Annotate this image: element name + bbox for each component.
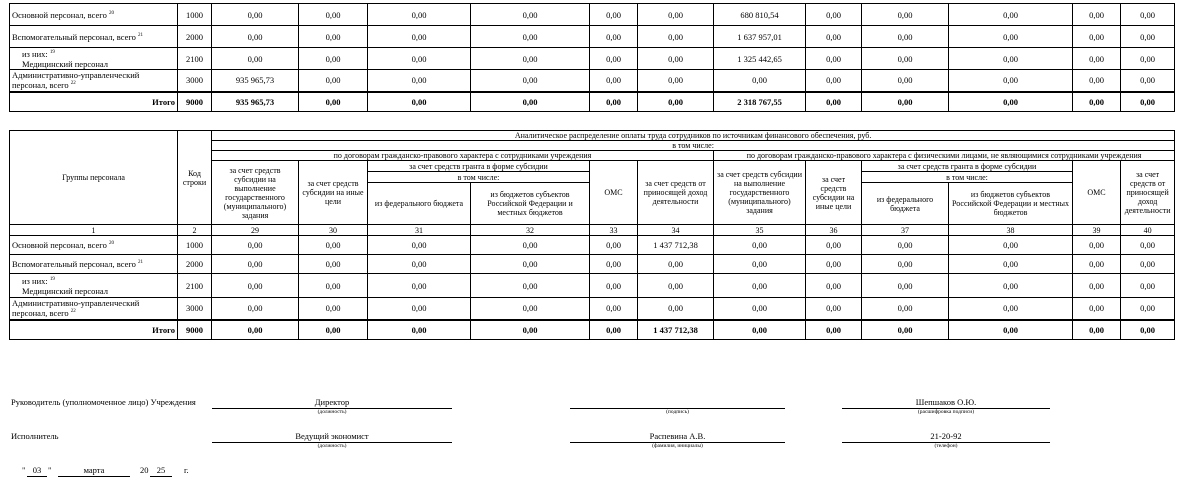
value-cell: 0,00 xyxy=(862,4,949,26)
value-cell: 0,00 xyxy=(368,26,471,48)
value-cell: 0,00 xyxy=(299,4,368,26)
value-cell: 0,00 xyxy=(1073,4,1121,26)
value-cell: 0,00 xyxy=(1121,298,1175,320)
table-row xyxy=(10,26,1175,48)
value-cell: 0,00 xyxy=(1121,92,1175,112)
row-code: 2000 xyxy=(178,26,212,48)
header-groups: Группы персонала xyxy=(10,131,178,225)
value-cell: 0,00 xyxy=(590,48,638,70)
row-label xyxy=(10,4,178,26)
table-row xyxy=(10,4,1175,26)
header-oms: ОМС xyxy=(590,161,638,225)
value-cell: 0,00 xyxy=(471,48,590,70)
head-signature-caption: (подпись) xyxy=(666,409,689,415)
value-cell: 0,00 xyxy=(1121,320,1175,340)
value-cell: 0,00 xyxy=(806,236,862,255)
header-regional-2: из бюджетов субъектов Российской Федерации и местных бюджетов xyxy=(949,183,1073,225)
value-cell: 0,00 xyxy=(949,92,1073,112)
value-cell: 0,00 xyxy=(1073,48,1121,70)
value-cell: 0,00 xyxy=(714,70,806,92)
date-century: 20 xyxy=(140,465,149,475)
value-cell: 0,00 xyxy=(638,92,714,112)
row-label-text: Вспомогательный персонал, всего xyxy=(12,31,136,42)
column-number: 39 xyxy=(1073,225,1121,236)
column-number: 37 xyxy=(862,225,949,236)
value-cell: 0,00 xyxy=(806,48,862,70)
value-cell: 1 637 957,01 xyxy=(714,26,806,48)
row-code: 1000 xyxy=(178,4,212,26)
executor-phone: 21-20-92 xyxy=(842,431,1050,443)
header-oms-2: ОМС xyxy=(1073,161,1121,225)
value-cell: 0,00 xyxy=(862,26,949,48)
date-suffix: г. xyxy=(184,465,189,475)
value-cell: 0,00 xyxy=(368,236,471,255)
header-analytic: Аналитическое распределение оплаты труда сотрудников по источникам финансового обеспечения, руб. xyxy=(212,131,1175,141)
value-cell: 0,00 xyxy=(368,70,471,92)
value-cell: 0,00 xyxy=(862,70,949,92)
row-label xyxy=(10,274,178,298)
table-row xyxy=(10,236,1175,255)
header-federal-2: из федерального бюджета xyxy=(862,183,949,225)
row-label-line-1 xyxy=(12,49,175,59)
row-label xyxy=(10,70,178,92)
value-cell: 0,00 xyxy=(471,274,590,298)
table-row xyxy=(10,70,1175,92)
value-cell: 0,00 xyxy=(212,255,299,274)
date-month: марта xyxy=(58,465,130,477)
value-cell: 0,00 xyxy=(862,298,949,320)
row-code: 3000 xyxy=(178,298,212,320)
row-code: 9000 xyxy=(178,320,212,340)
date-quote-open: " xyxy=(22,465,26,475)
value-cell: 0,00 xyxy=(368,4,471,26)
value-cell: 0,00 xyxy=(862,255,949,274)
value-cell: 0,00 xyxy=(212,236,299,255)
value-cell: 0,00 xyxy=(299,26,368,48)
row-label-text: из них: xyxy=(22,48,48,59)
value-cell: 0,00 xyxy=(806,320,862,340)
value-cell: 0,00 xyxy=(638,298,714,320)
value-cell: 0,00 xyxy=(299,255,368,274)
header-gph-individuals: по договорам гражданско-правового характера с физическими лицами, не являющимися сотрудниками учреждения xyxy=(714,151,1175,161)
value-cell: 0,00 xyxy=(714,255,806,274)
footnote-ref: 20 xyxy=(108,10,114,16)
value-cell: 0,00 xyxy=(471,255,590,274)
row-label xyxy=(10,26,178,48)
value-cell: 0,00 xyxy=(1121,236,1175,255)
value-cell: 0,00 xyxy=(299,298,368,320)
value-cell: 0,00 xyxy=(949,26,1073,48)
header-income-2: за счет средств от приносящей доход деятельности xyxy=(1121,161,1175,225)
value-cell: 0,00 xyxy=(299,48,368,70)
row-label-text: Медицинский персонал xyxy=(22,285,108,296)
row-label-line-1 xyxy=(12,298,175,308)
head-name: Шепшаков О.Ю. xyxy=(842,397,1050,409)
value-cell: 0,00 xyxy=(638,274,714,298)
value-cell: 1 437 712,38 xyxy=(638,236,714,255)
value-cell: 0,00 xyxy=(368,255,471,274)
executor-name-caption: (фамилия, инициалы) xyxy=(652,443,703,449)
value-cell: 0,00 xyxy=(590,255,638,274)
row-label-text: Итого xyxy=(152,96,175,107)
column-number: 32 xyxy=(471,225,590,236)
value-cell: 1 325 442,65 xyxy=(714,48,806,70)
value-cell: 0,00 xyxy=(368,274,471,298)
value-cell: 0,00 xyxy=(368,48,471,70)
value-cell: 0,00 xyxy=(714,274,806,298)
value-cell: 0,00 xyxy=(638,26,714,48)
value-cell: 0,00 xyxy=(638,70,714,92)
value-cell: 0,00 xyxy=(299,92,368,112)
value-cell: 0,00 xyxy=(806,298,862,320)
value-cell: 0,00 xyxy=(299,274,368,298)
value-cell: 0,00 xyxy=(1073,92,1121,112)
value-cell: 0,00 xyxy=(862,236,949,255)
value-cell: 0,00 xyxy=(949,320,1073,340)
value-cell: 0,00 xyxy=(862,48,949,70)
column-number: 31 xyxy=(368,225,471,236)
value-cell: 0,00 xyxy=(1073,298,1121,320)
row-code: 2000 xyxy=(178,255,212,274)
column-number: 34 xyxy=(638,225,714,236)
date-day: 03 xyxy=(27,465,47,477)
header-grant-including-2: в том числе: xyxy=(862,172,1073,183)
value-cell: 0,00 xyxy=(590,70,638,92)
column-number: 35 xyxy=(714,225,806,236)
value-cell: 0,00 xyxy=(1073,274,1121,298)
value-cell: 0,00 xyxy=(638,255,714,274)
value-cell: 0,00 xyxy=(471,320,590,340)
footnote-ref: 21 xyxy=(138,32,144,38)
head-signature-line[interactable] xyxy=(570,397,785,409)
value-cell: 0,00 xyxy=(471,298,590,320)
value-cell: 0,00 xyxy=(638,48,714,70)
row-label xyxy=(10,48,178,70)
executor-label: Исполнитель xyxy=(11,431,59,441)
footnote-ref: 19 xyxy=(49,276,55,282)
header-federal: из федерального бюджета xyxy=(368,183,471,225)
header-regional: из бюджетов субъектов Российской Федерации и местных бюджетов xyxy=(471,183,590,225)
value-cell: 0,00 xyxy=(1121,255,1175,274)
value-cell: 0,00 xyxy=(212,274,299,298)
value-cell: 0,00 xyxy=(212,26,299,48)
value-cell: 0,00 xyxy=(212,4,299,26)
value-cell: 0,00 xyxy=(949,48,1073,70)
table-row xyxy=(10,48,1175,70)
value-cell: 0,00 xyxy=(471,4,590,26)
footnote-ref: 21 xyxy=(138,260,144,266)
table-row xyxy=(10,298,1175,320)
header-including: в том числе: xyxy=(212,141,1175,151)
row-label-text: Административно-управленческий xyxy=(12,70,140,81)
value-cell: 0,00 xyxy=(1121,48,1175,70)
value-cell: 0,00 xyxy=(806,255,862,274)
column-number: 36 xyxy=(806,225,862,236)
value-cell: 0,00 xyxy=(949,255,1073,274)
value-cell: 0,00 xyxy=(1073,255,1121,274)
row-label xyxy=(10,92,178,112)
header-gph-employees: по договорам гражданско-правового характера с сотрудниками учреждения xyxy=(212,151,714,161)
column-number: 30 xyxy=(299,225,368,236)
bottom-salary-table xyxy=(9,130,1175,340)
row-label-text: персонал, всего xyxy=(12,308,69,319)
row-label-line-1 xyxy=(12,276,175,286)
value-cell: 0,00 xyxy=(1121,26,1175,48)
column-number: 29 xyxy=(212,225,299,236)
value-cell: 0,00 xyxy=(949,298,1073,320)
value-cell: 0,00 xyxy=(368,298,471,320)
row-label-line-2 xyxy=(12,308,175,318)
value-cell: 0,00 xyxy=(590,320,638,340)
column-number: 1 xyxy=(10,225,178,236)
value-cell: 0,00 xyxy=(1073,70,1121,92)
row-label-line-1 xyxy=(12,70,175,80)
value-cell: 680 810,54 xyxy=(714,4,806,26)
header-grant-2: за счет средств гранта в форме субсидии xyxy=(862,161,1073,172)
top-salary-table xyxy=(9,3,1175,112)
date-year: 25 xyxy=(150,465,172,477)
row-code: 2100 xyxy=(178,274,212,298)
footnote-ref: 19 xyxy=(49,49,55,55)
head-name-caption: (расшифровка подписи) xyxy=(917,409,975,415)
row-label xyxy=(10,298,178,320)
value-cell: 0,00 xyxy=(949,4,1073,26)
header-grant-including: в том числе: xyxy=(368,172,590,183)
value-cell: 0,00 xyxy=(590,274,638,298)
column-number: 33 xyxy=(590,225,638,236)
row-code: 1000 xyxy=(178,236,212,255)
value-cell: 0,00 xyxy=(806,274,862,298)
executor-name: Распевина А.В. xyxy=(570,431,785,443)
value-cell: 2 318 767,55 xyxy=(714,92,806,112)
column-number: 40 xyxy=(1121,225,1175,236)
value-cell: 0,00 xyxy=(806,4,862,26)
value-cell: 0,00 xyxy=(949,70,1073,92)
executor-phone-caption: (телефон) xyxy=(934,443,958,449)
footnote-ref: 22 xyxy=(70,309,76,315)
value-cell: 0,00 xyxy=(806,26,862,48)
value-cell: 935 965,73 xyxy=(212,92,299,112)
value-cell: 1 437 712,38 xyxy=(638,320,714,340)
footnote-ref: 22 xyxy=(70,81,76,87)
row-label xyxy=(10,320,178,340)
column-numbers-row xyxy=(10,225,1175,236)
row-label-text: Вспомогательный персонал, всего xyxy=(12,259,136,269)
value-cell: 0,00 xyxy=(299,70,368,92)
value-cell: 0,00 xyxy=(590,4,638,26)
header-subsidy-other-2: за счет средств субсидии на иные цели xyxy=(806,161,862,225)
value-cell: 0,00 xyxy=(1121,274,1175,298)
value-cell: 0,00 xyxy=(590,92,638,112)
value-cell: 0,00 xyxy=(638,4,714,26)
value-cell: 0,00 xyxy=(949,236,1073,255)
column-number: 2 xyxy=(178,225,212,236)
value-cell: 0,00 xyxy=(714,320,806,340)
value-cell: 0,00 xyxy=(212,48,299,70)
value-cell: 935 965,73 xyxy=(212,70,299,92)
value-cell: 0,00 xyxy=(471,26,590,48)
value-cell: 0,00 xyxy=(1073,236,1121,255)
value-cell: 0,00 xyxy=(1121,70,1175,92)
value-cell: 0,00 xyxy=(299,236,368,255)
row-code: 9000 xyxy=(178,92,212,112)
row-label-text: Административно-управленческий xyxy=(12,298,140,309)
value-cell: 0,00 xyxy=(471,70,590,92)
header-grant: за счет средств гранта в форме субсидии xyxy=(368,161,590,172)
value-cell: 0,00 xyxy=(714,298,806,320)
header-subsidy-state: за счет средств субсидии на выполнение государственного (муниципального) задания xyxy=(212,161,299,225)
row-label-text: Медицинский персонал xyxy=(22,58,108,69)
row-label xyxy=(10,236,178,255)
row-label-text: Основной персонал, всего xyxy=(12,9,107,20)
table-row xyxy=(10,320,1175,340)
value-cell: 0,00 xyxy=(862,274,949,298)
value-cell: 0,00 xyxy=(368,320,471,340)
row-code: 3000 xyxy=(178,70,212,92)
value-cell: 0,00 xyxy=(590,298,638,320)
row-label-text: Итого xyxy=(152,324,175,335)
value-cell: 0,00 xyxy=(212,298,299,320)
value-cell: 0,00 xyxy=(212,320,299,340)
value-cell: 0,00 xyxy=(299,320,368,340)
row-label-text: из них: xyxy=(22,275,48,286)
date-quote-close: " xyxy=(48,465,52,475)
value-cell: 0,00 xyxy=(714,236,806,255)
row-label-line-2 xyxy=(12,59,175,69)
footnote-ref: 20 xyxy=(108,241,114,247)
row-label xyxy=(10,255,178,274)
value-cell: 0,00 xyxy=(949,274,1073,298)
header-income: за счет средств от приносящей доход деятельности xyxy=(638,161,714,225)
value-cell: 0,00 xyxy=(368,92,471,112)
value-cell: 0,00 xyxy=(862,320,949,340)
value-cell: 0,00 xyxy=(1073,320,1121,340)
value-cell: 0,00 xyxy=(1073,26,1121,48)
header-code: Код строки xyxy=(178,131,212,225)
row-label-line-2 xyxy=(12,80,175,90)
row-code: 2100 xyxy=(178,48,212,70)
table-row xyxy=(10,255,1175,274)
value-cell: 0,00 xyxy=(862,92,949,112)
header-subsidy-state-2: за счет средств субсидии на выполнение государственного (муниципального) задания xyxy=(714,161,806,225)
value-cell: 0,00 xyxy=(590,236,638,255)
executor-position-caption: (должность) xyxy=(317,443,347,449)
table-row xyxy=(10,92,1175,112)
value-cell: 0,00 xyxy=(471,236,590,255)
row-label-line-2 xyxy=(12,286,175,296)
value-cell: 0,00 xyxy=(806,92,862,112)
column-number: 38 xyxy=(949,225,1073,236)
value-cell: 0,00 xyxy=(590,26,638,48)
value-cell: 0,00 xyxy=(471,92,590,112)
header-subsidy-other: за счет средств субсидии на иные цели xyxy=(299,161,368,225)
executor-position: Ведущий экономист xyxy=(212,431,452,443)
table-row xyxy=(10,274,1175,298)
head-position-caption: (должность) xyxy=(317,409,347,415)
row-label-text: Основной персонал, всего xyxy=(12,240,107,250)
head-label: Руководитель (уполномоченное лицо) Учреждения xyxy=(11,397,196,407)
row-label-text: персонал, всего xyxy=(12,80,69,91)
head-position: Директор xyxy=(212,397,452,409)
value-cell: 0,00 xyxy=(806,70,862,92)
value-cell: 0,00 xyxy=(1121,4,1175,26)
